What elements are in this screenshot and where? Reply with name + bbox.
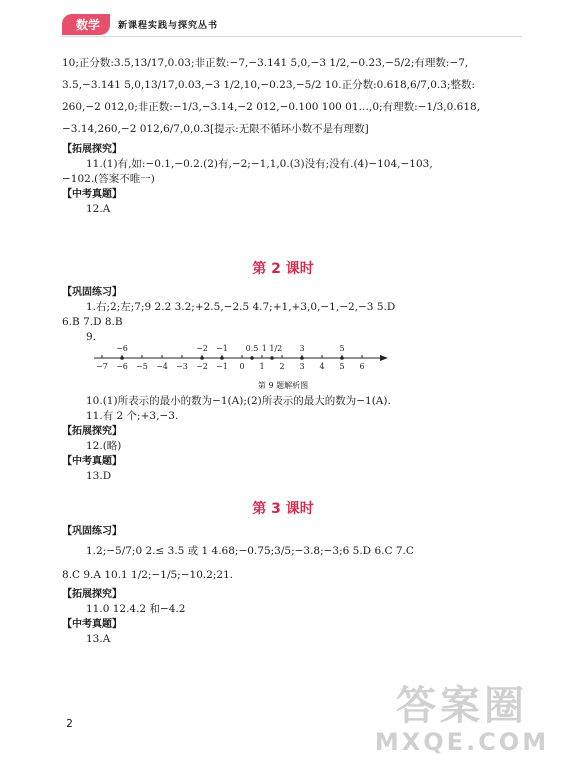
- page-header: [62, 14, 218, 34]
- lesson2-more-answers: [62, 394, 522, 484]
- tick-label: −5: [136, 362, 148, 371]
- answer-line: 13.D: [86, 470, 112, 482]
- watermark-text: 答案圈: [396, 683, 528, 729]
- header-divider: [62, 36, 522, 37]
- point-label: −2: [196, 344, 208, 353]
- tick-label: 0: [239, 362, 245, 371]
- point-label: −1: [216, 344, 228, 353]
- tick-label: 2: [279, 362, 285, 371]
- point-marker: [120, 356, 124, 360]
- tick-label: −1: [216, 362, 228, 371]
- lesson3-answers: [62, 524, 522, 647]
- tick-label: 1: [259, 362, 265, 371]
- point-marker: [220, 356, 224, 360]
- answer-line: −102.(答案不唯一): [62, 173, 155, 185]
- answer-line: 11.(1)有,如:−0.1,−0.2.(2)有,−2;−1,1,0.(3)没有;没有.(4)−104,−103,: [86, 158, 433, 170]
- point-marker: [300, 356, 304, 360]
- series-title: 新课程实践与探究丛书: [118, 20, 219, 31]
- tick-label: 6: [359, 362, 365, 371]
- answer-line: 1.2;−5/7;0 2.≤ 3.5 或 1 4.68;−0.75;3/5;−3.8;−3;6 5.D 6.C 7.C: [86, 545, 414, 557]
- section-consolidate: 【巩固练习】: [62, 526, 122, 537]
- section-exam: 【中考真题】: [62, 189, 122, 200]
- point-label: 5: [339, 344, 345, 353]
- point-label: 1 1/2: [261, 344, 283, 353]
- tick-label: −4: [156, 362, 168, 371]
- answer-line: 9.: [86, 331, 97, 343]
- point-label: 0.5: [245, 344, 259, 353]
- answer-line: 1.右;2;左;7;9 2.2 3.2;+2.5,−2.5 4.7;+1,+3,0,−1,−2,−3 5.D: [86, 301, 396, 313]
- tick-label: −2: [196, 362, 208, 371]
- arrow-icon: [380, 355, 388, 361]
- figure-caption: 第 9 题解析图: [257, 381, 309, 390]
- point-label: −6: [116, 344, 128, 353]
- answer-line: 12.A: [86, 203, 111, 215]
- answer-line: 6.B 7.D 8.B: [62, 316, 123, 328]
- subject-badge: 数学: [62, 14, 110, 35]
- point-marker: [340, 356, 344, 360]
- page-number: 2: [66, 717, 73, 730]
- lesson-title: 第 2 课时: [252, 261, 314, 277]
- section-exam: 【中考真题】: [62, 456, 122, 467]
- answer-line: 10;正分数:3.5,13/17,0.03;非正数:−7,−3.141 5,0,−3 1/2,−0.2̇3̇,−5/2;有理数:−7,: [62, 57, 469, 69]
- tick-label: −6: [116, 362, 128, 371]
- number-line-figure: [90, 334, 390, 378]
- section-exam: 【中考真题】: [62, 619, 122, 630]
- answer-line: 12.(略): [86, 440, 122, 452]
- tick-label: 3: [299, 362, 305, 371]
- section-extend: 【拓展探究】: [62, 144, 122, 155]
- watermark-url: MXQE.COM: [374, 728, 550, 756]
- point-marker: [200, 356, 204, 360]
- section-extend: 【拓展探究】: [62, 589, 122, 600]
- tick-label: 5: [339, 362, 345, 371]
- section-consolidate: 【巩固练习】: [62, 287, 122, 298]
- watermark-logo: [372, 684, 552, 762]
- point-marker: [270, 356, 274, 360]
- tick-label: 4: [319, 362, 325, 371]
- answer-line: 10.(1)所表示的最小的数为−1(A);(2)所表示的最大的数为−1(A).: [86, 395, 391, 407]
- tick-label: −7: [96, 362, 108, 371]
- point-marker: [250, 356, 254, 360]
- section-extend: 【拓展探究】: [62, 426, 122, 437]
- answer-line: 8.C 9.A 10.1 1/2;−1/5;−10.2;21.: [62, 569, 234, 581]
- answer-line: −3.14,260,−2 012,6/7,0,0.3̇[提示:无限不循环小数不是有理数]: [62, 123, 369, 135]
- tick-label: −3: [176, 362, 188, 371]
- answer-line: 11.0 12.4.2 和−4.2: [86, 603, 186, 615]
- answer-line: 13.A: [86, 633, 111, 645]
- answer-line: 11.有 2 个;+3,−3.: [86, 410, 179, 422]
- answer-line: 260,−2 012,0;非正数:−1/3,−3.14,−2 012,−0.100 100 01…,0;有理数:−1/3,0.618,: [62, 101, 481, 113]
- lesson-title: 第 3 课时: [252, 501, 314, 517]
- answer-line: 3.5,−3.141 5,0,13/17,0.03,−3 1/2,10,−0.2̇3̇,−5/2 10.正分数:0.618,6/7,0.3̇;整数:: [62, 79, 476, 91]
- point-label: 3: [299, 344, 305, 353]
- lesson1-answers: [62, 52, 522, 217]
